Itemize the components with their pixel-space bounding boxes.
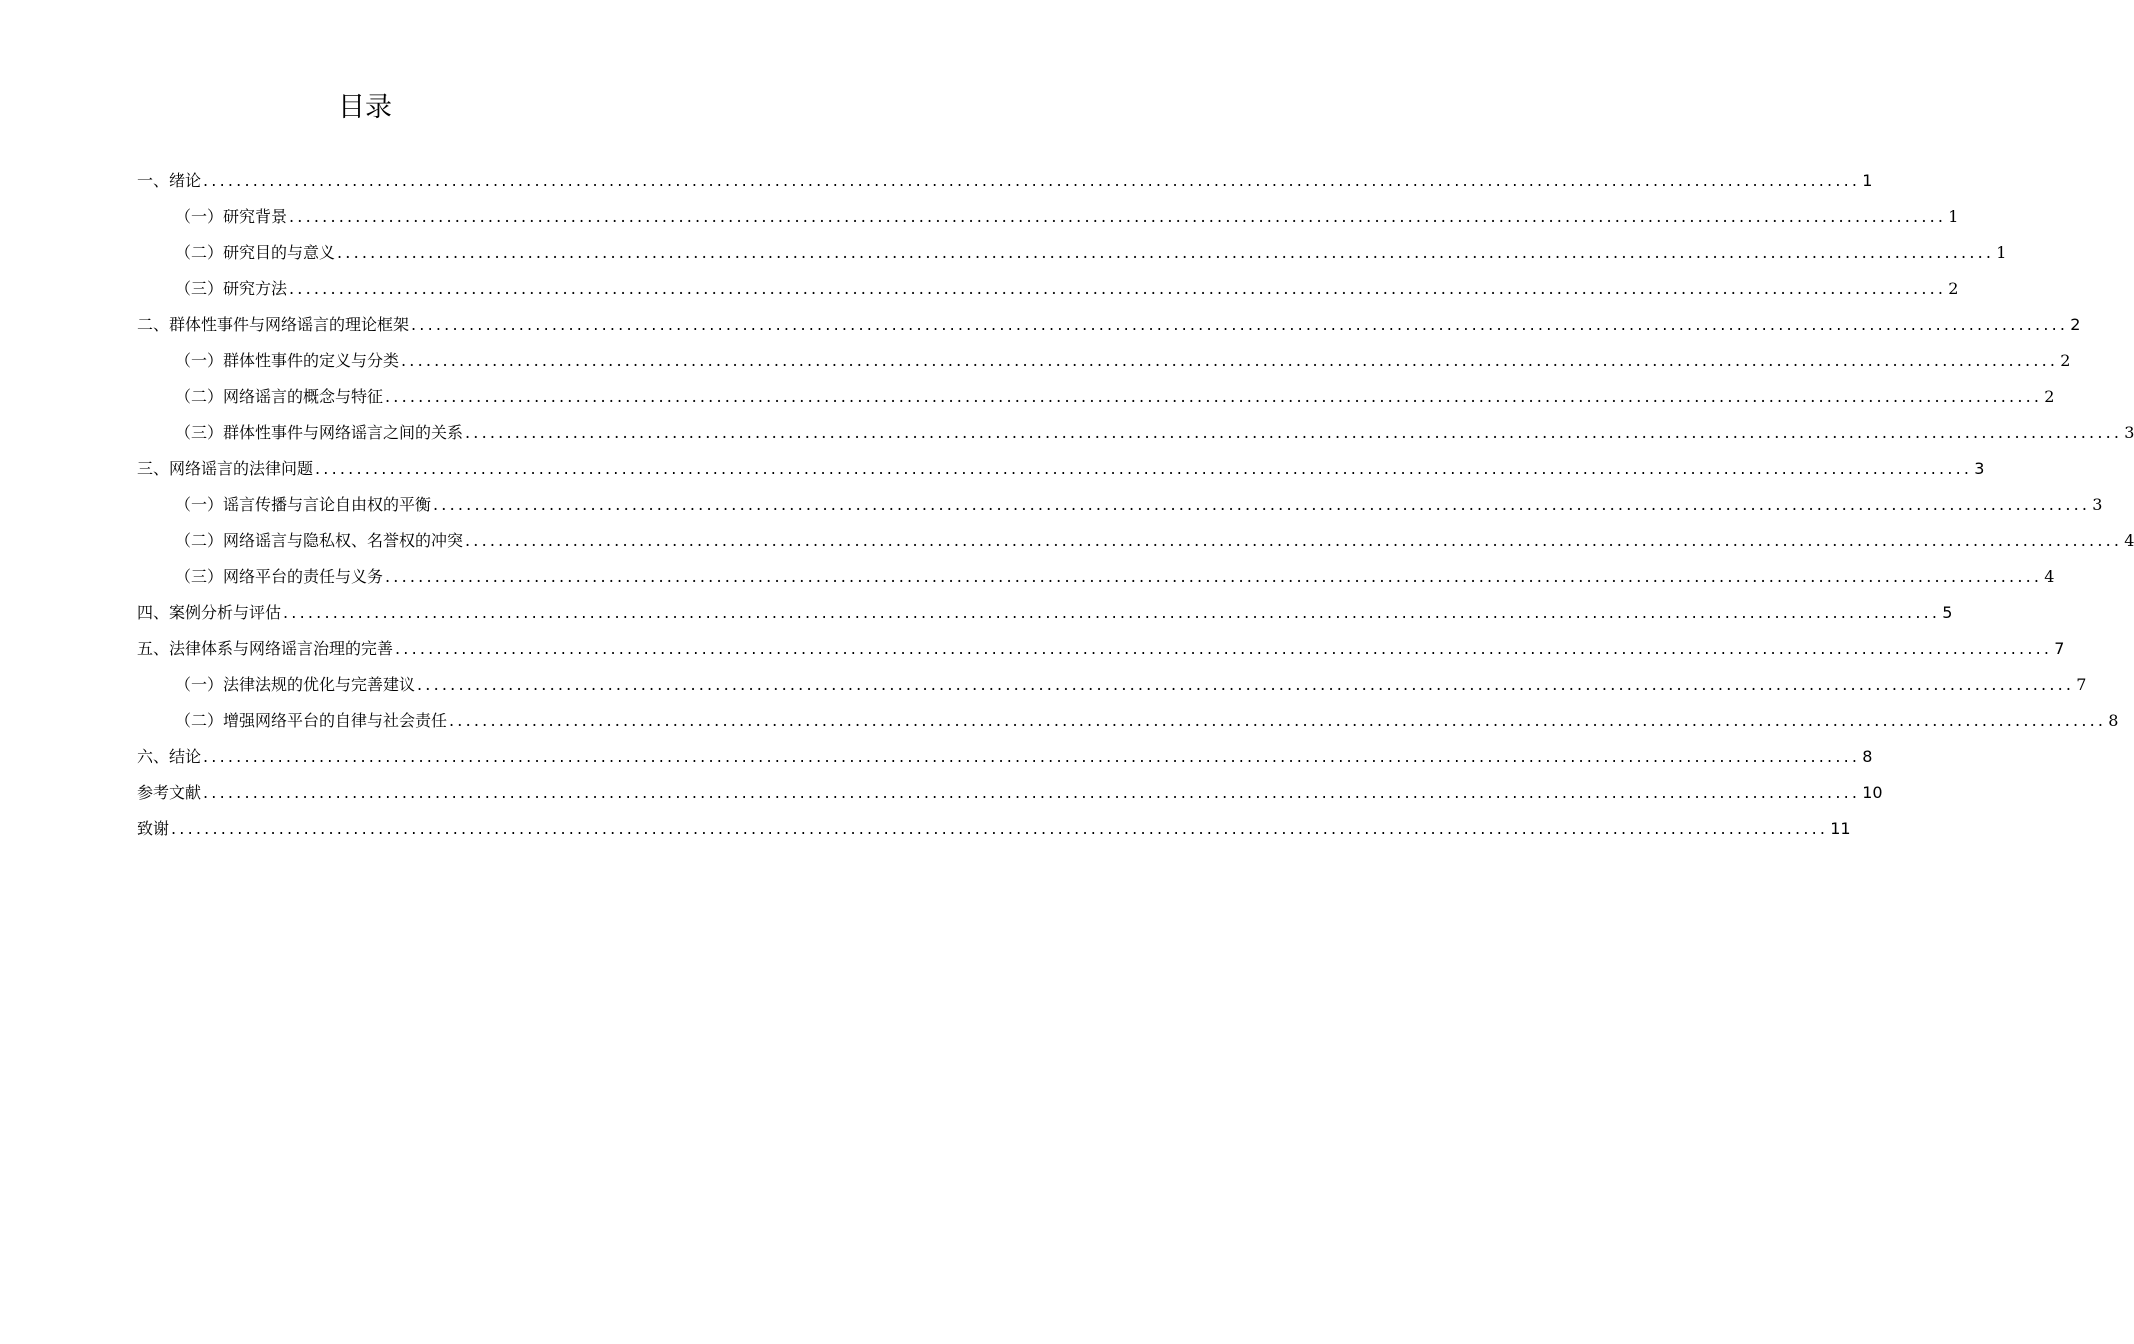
toc-entry-label: 参考文献 xyxy=(137,783,202,802)
toc-entry-label: （二）网络谣言与隐私权、名誉权的冲突 xyxy=(175,531,464,550)
toc-page-number: 1 xyxy=(1996,243,2007,262)
toc-leader-dots: ........................................................................................................................................................................................................ xyxy=(337,243,1995,262)
toc-entry-label: （三）研究方法 xyxy=(175,279,288,298)
toc-leader-dots: ........................................................................................................................................................................................................ xyxy=(417,675,2075,694)
toc-entry[interactable] xyxy=(137,559,2055,595)
table-of-contents xyxy=(137,163,2134,847)
toc-page-number: 2 xyxy=(2044,387,2055,406)
toc-leader-dots: ........................................................................................................................................................................................................ xyxy=(433,495,2091,514)
toc-entry[interactable] xyxy=(137,811,1851,847)
toc-page-number: 7 xyxy=(2076,675,2087,694)
toc-entry-label: （一）研究背景 xyxy=(175,207,288,226)
toc-entry[interactable] xyxy=(137,667,2087,703)
toc-entry-label: 四、案例分析与评估 xyxy=(137,603,282,622)
toc-entry-label: （一）法律法规的优化与完善建议 xyxy=(175,675,416,694)
toc-page-number: 1 xyxy=(1948,207,1959,226)
toc-page-number: 5 xyxy=(1942,603,1953,622)
toc-entry-label: （一）群体性事件的定义与分类 xyxy=(175,351,400,370)
toc-page-number: 1 xyxy=(1862,171,1873,190)
toc-leader-dots: ........................................................................................................................................................................................................ xyxy=(289,279,1947,298)
toc-leader-dots: ........................................................................................................................................................................................................ xyxy=(465,423,2123,442)
toc-entry[interactable] xyxy=(137,523,2134,559)
toc-leader-dots: ........................................................................................................................................................................................................ xyxy=(203,171,1861,190)
toc-entry[interactable] xyxy=(137,235,2007,271)
toc-leader-dots: ........................................................................................................................................................................................................ xyxy=(203,783,1861,802)
toc-page-number: 2 xyxy=(1948,279,1959,298)
toc-leader-dots: ........................................................................................................................................................................................................ xyxy=(385,567,2043,586)
toc-entry[interactable] xyxy=(137,379,2055,415)
page-title xyxy=(80,88,950,128)
toc-leader-dots: ........................................................................................................................................................................................................ xyxy=(289,207,1947,226)
toc-entry-label: （一）谣言传播与言论自由权的平衡 xyxy=(175,495,432,514)
toc-entry-label: 三、网络谣言的法律问题 xyxy=(137,459,314,478)
toc-entry[interactable] xyxy=(137,451,1985,487)
toc-entry[interactable] xyxy=(137,595,1953,631)
toc-entry[interactable] xyxy=(137,703,2119,739)
page-title-text: 目录 xyxy=(338,92,392,123)
toc-entry-label: （二）研究目的与意义 xyxy=(175,243,336,262)
toc-page-number: 3 xyxy=(1974,459,1985,478)
toc-entry[interactable] xyxy=(137,163,1873,199)
toc-leader-dots: ........................................................................................................................................................................................................ xyxy=(401,351,2059,370)
toc-leader-dots: ........................................................................................................................................................................................................ xyxy=(465,531,2123,550)
toc-leader-dots: ........................................................................................................................................................................................................ xyxy=(315,459,1973,478)
toc-page-number: 3 xyxy=(2124,423,2134,442)
toc-page-number: 10 xyxy=(1862,783,1883,802)
toc-page-number: 3 xyxy=(2092,495,2103,514)
toc-page-number: 11 xyxy=(1830,819,1851,838)
toc-entry-label: （二）网络谣言的概念与特征 xyxy=(175,387,384,406)
toc-entry-label: 一、绪论 xyxy=(137,171,202,190)
toc-page-number: 2 xyxy=(2070,315,2081,334)
toc-entry[interactable] xyxy=(137,343,2071,379)
toc-entry[interactable] xyxy=(137,487,2103,523)
toc-leader-dots: ........................................................................................................................................................................................................ xyxy=(395,639,2053,658)
toc-entry-label: 二、群体性事件与网络谣言的理论框架 xyxy=(137,315,410,334)
toc-leader-dots: ........................................................................................................................................................................................................ xyxy=(411,315,2069,334)
toc-page-number: 8 xyxy=(2108,711,2119,730)
toc-entry[interactable] xyxy=(137,307,2081,343)
toc-leader-dots: ........................................................................................................................................................................................................ xyxy=(171,819,1829,838)
toc-page-number: 2 xyxy=(2060,351,2071,370)
toc-leader-dots: ........................................................................................................................................................................................................ xyxy=(203,747,1861,766)
toc-entry[interactable] xyxy=(137,415,2134,451)
toc-entry-label: 五、法律体系与网络谣言治理的完善 xyxy=(137,639,394,658)
toc-leader-dots: ........................................................................................................................................................................................................ xyxy=(385,387,2043,406)
toc-entry[interactable] xyxy=(137,631,2065,667)
toc-entry-label: （二）增强网络平台的自律与社会责任 xyxy=(175,711,448,730)
toc-leader-dots: ........................................................................................................................................................................................................ xyxy=(283,603,1941,622)
toc-page-number: 4 xyxy=(2044,567,2055,586)
toc-page-number: 7 xyxy=(2054,639,2065,658)
toc-entry-label: 致谢 xyxy=(137,819,170,838)
toc-entry[interactable] xyxy=(137,775,1883,811)
toc-entry[interactable] xyxy=(137,199,1959,235)
toc-entry-label: （三）网络平台的责任与义务 xyxy=(175,567,384,586)
toc-entry[interactable] xyxy=(137,271,1959,307)
toc-page-number: 4 xyxy=(2124,531,2134,550)
toc-entry-label: 六、结论 xyxy=(137,747,202,766)
toc-entry-label: （三）群体性事件与网络谣言之间的关系 xyxy=(175,423,464,442)
toc-page-number: 8 xyxy=(1862,747,1873,766)
toc-leader-dots: ........................................................................................................................................................................................................ xyxy=(449,711,2107,730)
toc-entry[interactable] xyxy=(137,739,1873,775)
